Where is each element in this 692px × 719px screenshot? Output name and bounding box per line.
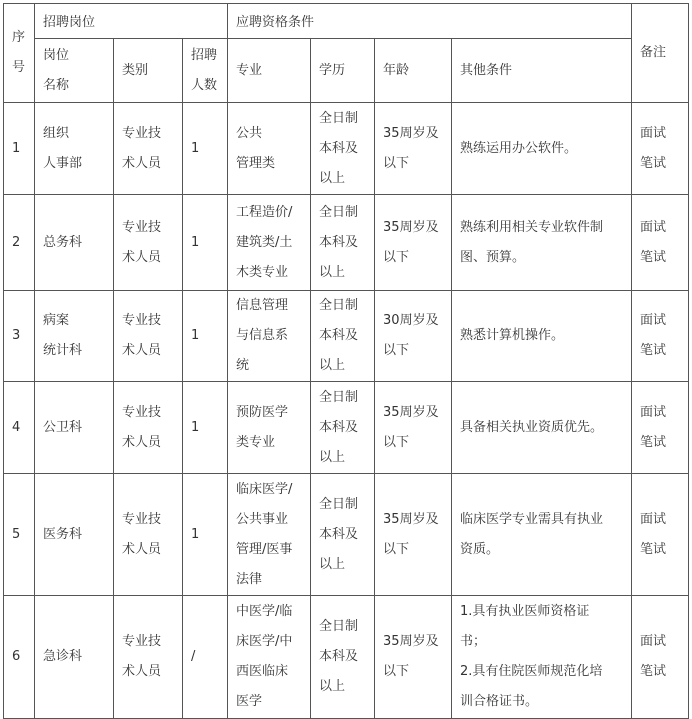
- row-remark-line: 笔试: [640, 664, 667, 679]
- row-education: [311, 596, 375, 719]
- row-category: [114, 474, 183, 596]
- row-major-line: 预防医学: [236, 404, 289, 420]
- row-education: [311, 382, 375, 474]
- row-education: [311, 291, 375, 382]
- row-age-line: 以下: [383, 541, 410, 557]
- row-education-line: 本科及: [319, 328, 359, 343]
- row-post-name-line: 病案: [43, 313, 70, 328]
- row-age-line: 35周岁及: [383, 219, 439, 235]
- row-post-name-line: 急诊科: [43, 649, 83, 664]
- row-remark-line: 面试: [640, 634, 667, 649]
- row-remark: [632, 474, 689, 596]
- row-age-line: 35周岁及: [383, 404, 439, 420]
- row-age-line: 以下: [383, 434, 410, 450]
- row-education-line: 本科及: [319, 526, 359, 542]
- row-education-line: 以上: [319, 170, 346, 186]
- row-major-line: 医学: [236, 694, 263, 709]
- row-category-line: 术人员: [122, 155, 162, 171]
- row-age: [375, 291, 452, 382]
- row-other-line: 熟悉计算机操作。: [460, 328, 565, 343]
- row-remark-line: 面试: [640, 404, 667, 420]
- row-other-line: 资质。: [460, 541, 500, 557]
- row-major-line: 床医学/中: [236, 634, 293, 649]
- header-row-2: [4, 39, 689, 103]
- row-education-line: 以上: [319, 679, 346, 694]
- row-post-name-line: 公卫科: [43, 419, 83, 435]
- row-education-line: 全日制: [319, 298, 359, 313]
- row-age: [375, 195, 452, 291]
- row-major-line: 管理/医事: [236, 541, 293, 557]
- table-row: [4, 474, 689, 596]
- table-row: [4, 382, 689, 474]
- row-category-line: 专业技: [122, 511, 162, 527]
- row-post-name-line: 人事部: [43, 155, 83, 171]
- row-major-line: 类专业: [236, 434, 276, 450]
- table-row: [4, 596, 689, 719]
- row-remark-line: 面试: [640, 313, 667, 328]
- row-other: [452, 291, 632, 382]
- row-age: [375, 103, 452, 195]
- row-major-line: 工程造价/: [236, 204, 293, 220]
- row-category-line: 专业技: [122, 404, 162, 420]
- row-education-line: 全日制: [319, 110, 359, 126]
- row-education: [311, 195, 375, 291]
- row-major: [228, 103, 311, 195]
- row-age-line: 35周岁及: [383, 511, 439, 527]
- row-major-line: 公共事业: [236, 511, 289, 527]
- row-major-line: 中医学/临: [236, 604, 293, 619]
- row-education-line: 以上: [319, 449, 346, 465]
- row-remark: [632, 382, 689, 474]
- row-post-name-line: 总务科: [43, 234, 83, 250]
- row-other-line: 训合格证书。: [460, 694, 539, 709]
- row-education-line: 全日制: [319, 204, 359, 220]
- row-remark: [632, 103, 689, 195]
- row-remark: [632, 195, 689, 291]
- row-seq: 3: [4, 291, 35, 382]
- row-count: 1: [183, 195, 228, 291]
- row-post-name: [35, 596, 114, 719]
- row-category-line: 术人员: [122, 249, 162, 265]
- row-category: [114, 195, 183, 291]
- row-category: [114, 103, 183, 195]
- header-other: 其他条件: [452, 39, 632, 103]
- row-major-line: 信息管理: [236, 298, 289, 313]
- row-education-line: 本科及: [319, 419, 359, 435]
- row-remark-line: 笔试: [640, 434, 667, 450]
- header-post-name: 岗位 名称: [35, 39, 114, 103]
- row-other-line: 2.具有住院医师规范化培: [460, 664, 603, 679]
- row-major-line: 临床医学/: [236, 481, 293, 497]
- row-age-line: 30周岁及: [383, 313, 439, 328]
- row-seq: 6: [4, 596, 35, 719]
- row-major-line: 管理类: [236, 155, 276, 171]
- header-count: 招聘 人数: [183, 39, 228, 103]
- row-other-line: 具备相关执业资质优先。: [460, 419, 604, 435]
- row-major: [228, 382, 311, 474]
- row-other-line: 熟练利用相关专业软件制: [460, 219, 604, 235]
- row-post-name: [35, 474, 114, 596]
- row-education-line: 本科及: [319, 140, 359, 156]
- header-major: 专业: [228, 39, 311, 103]
- row-education-line: 以上: [319, 264, 346, 280]
- row-age: [375, 596, 452, 719]
- table-row: [4, 103, 689, 195]
- row-education-line: 全日制: [319, 496, 359, 512]
- row-age-line: 35周岁及: [383, 125, 439, 141]
- row-remark-line: 笔试: [640, 155, 667, 171]
- row-other: [452, 103, 632, 195]
- row-count: 1: [183, 474, 228, 596]
- row-remark-line: 笔试: [640, 343, 667, 358]
- row-remark-line: 笔试: [640, 249, 667, 265]
- recruitment-table: [3, 3, 689, 719]
- row-post-name-line: 统计科: [43, 343, 83, 358]
- row-seq: 4: [4, 382, 35, 474]
- row-major-line: 公共: [236, 125, 263, 141]
- row-category-line: 术人员: [122, 541, 162, 557]
- row-remark-line: 笔试: [640, 541, 667, 557]
- row-remark: [632, 291, 689, 382]
- row-other-line: 书；: [460, 634, 487, 649]
- row-category: [114, 382, 183, 474]
- row-age-line: 以下: [383, 249, 410, 265]
- row-age: [375, 382, 452, 474]
- row-category-line: 专业技: [122, 219, 162, 235]
- row-age-line: 以下: [383, 664, 410, 679]
- row-post-name: [35, 103, 114, 195]
- row-other: [452, 596, 632, 719]
- row-education: [311, 103, 375, 195]
- row-other: [452, 382, 632, 474]
- row-remark-line: 面试: [640, 511, 667, 527]
- row-seq: 2: [4, 195, 35, 291]
- header-row-1: [4, 4, 689, 39]
- row-category-line: 专业技: [122, 634, 162, 649]
- row-other-line: 1.具有执业医师资格证: [460, 604, 590, 619]
- row-major: [228, 474, 311, 596]
- row-major-line: 西医临床: [236, 664, 289, 679]
- table-row: [4, 195, 689, 291]
- header-group-post: 招聘岗位: [35, 4, 228, 39]
- row-education-line: 本科及: [319, 649, 359, 664]
- row-category: [114, 291, 183, 382]
- row-education-line: 全日制: [319, 389, 359, 405]
- row-education-line: 本科及: [319, 234, 359, 250]
- header-category: 类别: [114, 39, 183, 103]
- row-count: 1: [183, 291, 228, 382]
- row-remark-line: 面试: [640, 125, 667, 141]
- row-post-name: [35, 291, 114, 382]
- row-post-name-line: 医务科: [43, 526, 83, 542]
- row-major: [228, 291, 311, 382]
- header-group-requirements: 应聘资格条件: [228, 4, 632, 39]
- row-category-line: 专业技: [122, 125, 162, 141]
- row-age-line: 以下: [383, 155, 410, 171]
- row-category-line: 术人员: [122, 434, 162, 450]
- row-count: 1: [183, 382, 228, 474]
- row-major-line: 统: [236, 358, 250, 373]
- row-major-line: 建筑类/土: [236, 234, 293, 250]
- row-age-line: 35周岁及: [383, 634, 439, 649]
- header-remark: 备注: [632, 4, 689, 103]
- row-category-line: 专业技: [122, 313, 162, 328]
- header-seq: 序 号: [4, 4, 35, 103]
- row-age: [375, 474, 452, 596]
- row-age-line: 以下: [383, 343, 410, 358]
- row-post-name: [35, 195, 114, 291]
- row-major: [228, 596, 311, 719]
- row-remark: [632, 596, 689, 719]
- row-category-line: 术人员: [122, 343, 162, 358]
- row-count: 1: [183, 103, 228, 195]
- table-row: [4, 291, 689, 382]
- row-count: /: [183, 596, 228, 719]
- row-major-line: 与信息系: [236, 328, 289, 343]
- row-education: [311, 474, 375, 596]
- row-major-line: 法律: [236, 571, 263, 587]
- row-remark-line: 面试: [640, 219, 667, 235]
- row-other: [452, 195, 632, 291]
- row-seq: 1: [4, 103, 35, 195]
- row-major-line: 木类专业: [236, 264, 289, 280]
- row-education-line: 以上: [319, 358, 346, 373]
- row-seq: 5: [4, 474, 35, 596]
- row-category: [114, 596, 183, 719]
- row-other-line: 熟练运用办公软件。: [460, 140, 578, 156]
- row-education-line: 全日制: [319, 619, 359, 634]
- row-post-name-line: 组织: [43, 125, 70, 141]
- row-other-line: 临床医学专业需具有执业: [460, 511, 604, 527]
- row-other-line: 图、预算。: [460, 249, 526, 265]
- row-category-line: 术人员: [122, 664, 162, 679]
- row-other: [452, 474, 632, 596]
- header-education: 学历: [311, 39, 375, 103]
- row-major: [228, 195, 311, 291]
- row-post-name: [35, 382, 114, 474]
- row-education-line: 以上: [319, 556, 346, 572]
- header-age: 年龄: [375, 39, 452, 103]
